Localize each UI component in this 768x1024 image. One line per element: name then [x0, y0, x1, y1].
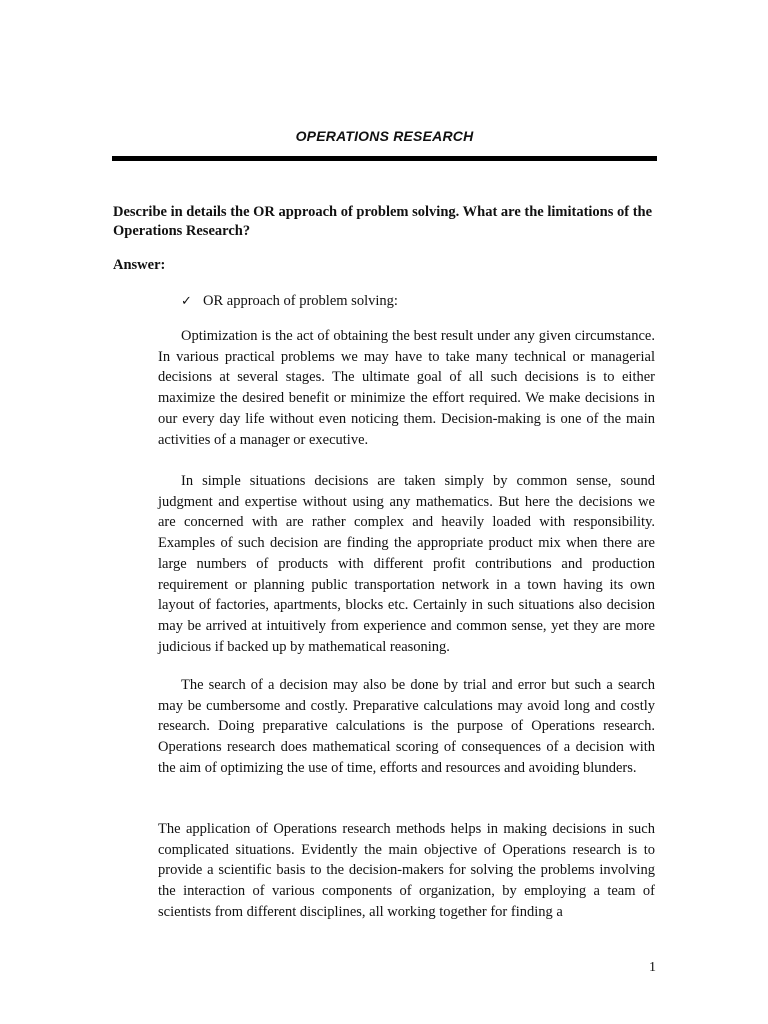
page-number: 1 — [649, 960, 656, 975]
paragraph-application: The application of Operations research methods helps in making decisions in such complicated situations. Evidently the main objective of Operations research is to provide a scientific basis to the decision-makers for solving the problems involving the interaction of various components of organization, by employing a team of scientists from different disciplines, all working together for finding a — [158, 821, 655, 920]
paragraph-search-of-decision: The search of a decision may also be done by trial and error but such a search may be cumbersome and costly. Preparative calculations may avoid long and costly research. Doing preparative calculations is the purpose of Operations research. Operations research does mathematical scoring of consequences of a decision with the aim of optimizing the use of time, efforts and resources and avoiding blunders. — [158, 677, 655, 776]
bullet-text: OR approach of problem solving: — [203, 293, 398, 309]
paragraph-simple-situations: In simple situations decisions are taken simply by common sense, sound judgment and expertise without using any mathematics. But here the decisions we are concerned with are rather complex and heavily loaded with responsibility. Examples of such decision are finding the appropriate product mix when there are large numbers of products with different profit contributions and production requirement or planning public transportation network in a town having its own layout of factories, apartments, blocks etc. Certainly in such situations also decision may be arrived at intuitively from experience and common sense, yet they are more judicious if backed up by mathematical reasoning. — [158, 473, 655, 655]
paragraph-optimization: Optimization is the act of obtaining the best result under any given circumstance. In various practical problems we may have to take many technical or managerial decisions at several stages. The ultimate goal of all such decisions is to either maximize the desired benefit or minimize the effort required. We make decisions in our every day life without even noticing them. Decision-making is one of the main activities of a manager or executive. — [158, 328, 655, 448]
answer-label: Answer: — [113, 257, 166, 273]
check-icon: ✓ — [181, 294, 192, 309]
document-header-title: OPERATIONS RESEARCH — [295, 128, 474, 144]
question-text: Describe in details the OR approach of problem solving. What are the limitations of the Operations Research? — [113, 204, 653, 239]
bullet-item — [181, 292, 398, 311]
header-divider — [112, 156, 657, 161]
